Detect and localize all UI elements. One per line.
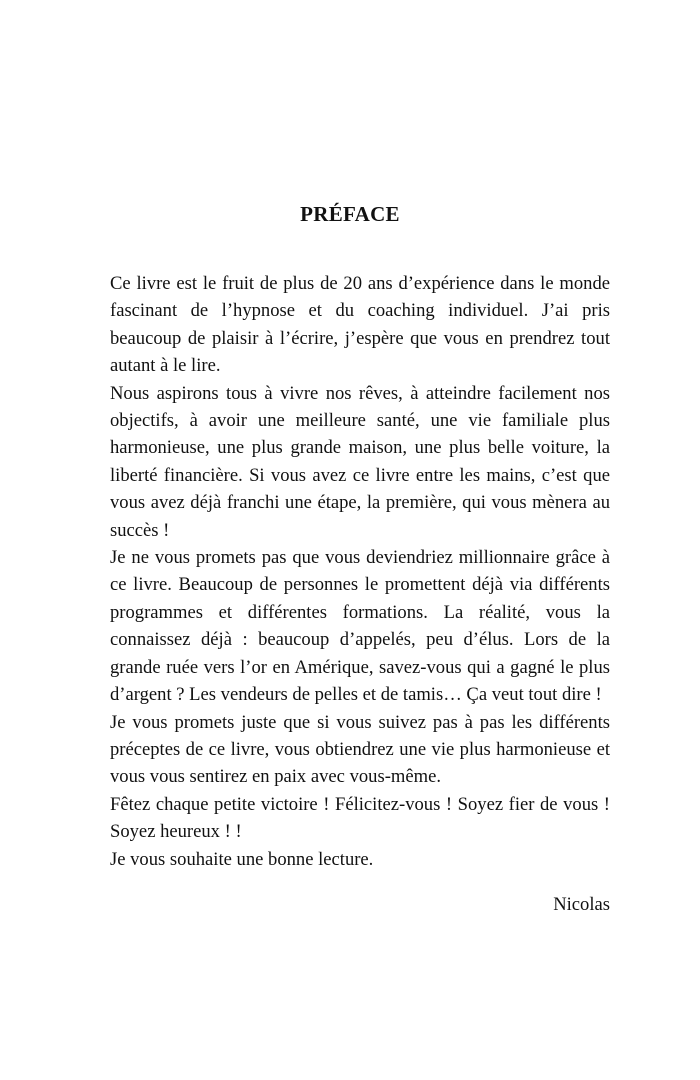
paragraph-3: Je ne vous promets pas que vous deviendriez millionnaire grâce à ce livre. Beaucoup de personnes le promettent déjà via différents programmes et différentes formations. La réalité, vous la connaissez déjà : beaucoup d’appelés, peu d’élus. Lors de la grande ruée vers l’or en Amérique, savez-vous qui a gagné le plus d’argent ? Les vendeurs de pelles et de tamis… Ça veut tout dire !: [110, 547, 610, 706]
paragraph-2: Nous aspirons tous à vivre nos rêves, à atteindre facilement nos objectifs, à avoir une meilleure santé, une vie familiale plus harmonieuse, une plus grande maison, une plus belle voiture, la liberté financière. Si vous avez ce livre entre les mains, c’est que vous avez déjà franchi une étape, la première, qui vous mènera au succès !: [110, 382, 610, 541]
preface-body: [110, 270, 610, 873]
paragraph-1: Ce livre est le fruit de plus de 20 ans d’expérience dans le monde fascinant de l’hypnose et du coaching individuel. J’ai pris beaucoup de plaisir à l’écrire, j’espère que vous en prendrez tout autant à le lire.: [110, 273, 610, 377]
page-title: PRÉFACE: [300, 202, 400, 226]
paragraph-4: Je vous promets juste que si vous suivez pas à pas les différents préceptes de ce livre, vous obtiendrez une vie plus harmonieuse et vous vous sentirez en paix avec vous-même.: [110, 711, 610, 788]
paragraph-6: Je vous souhaite une bonne lecture.: [110, 848, 374, 870]
author-signature: Nicolas: [553, 894, 610, 915]
paragraph-5: Fêtez chaque petite victoire ! Félicitez-vous ! Soyez fier de vous ! Soyez heureux ! !: [110, 793, 610, 843]
